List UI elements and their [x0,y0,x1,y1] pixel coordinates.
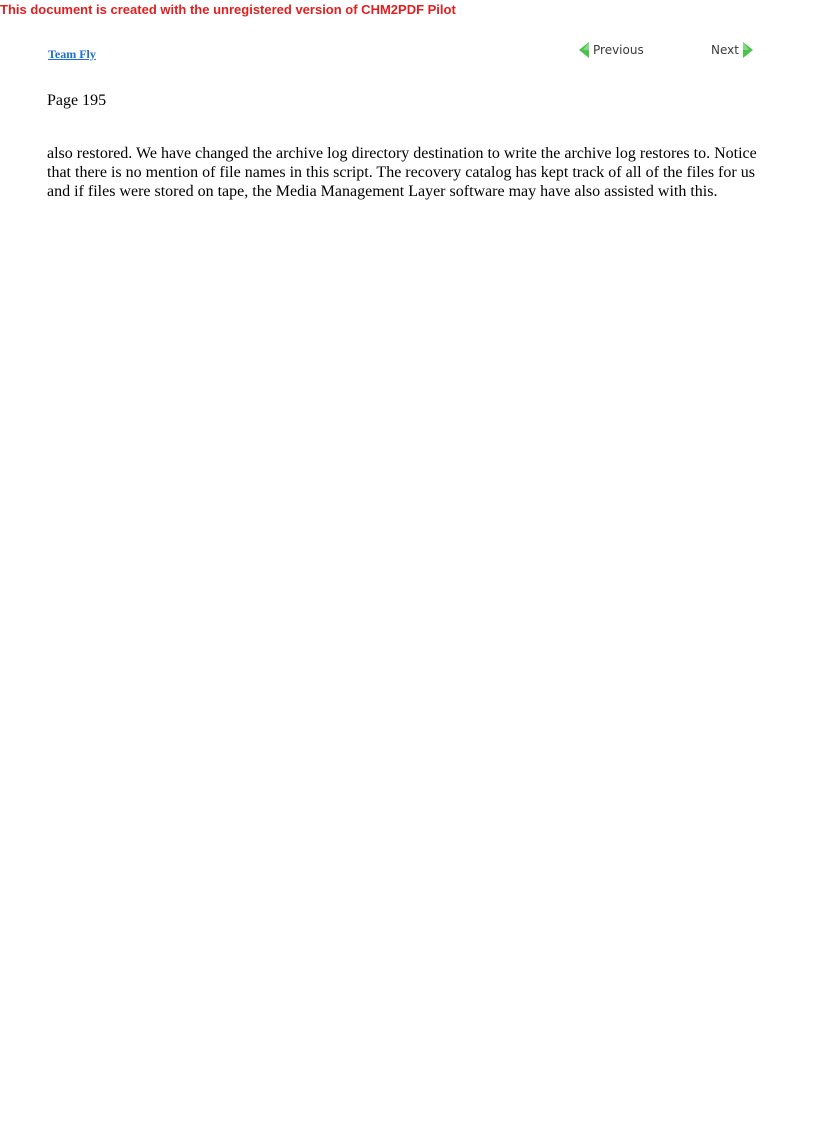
previous-button[interactable] [579,42,644,58]
left-arrow-icon [579,42,589,58]
team-fly-link[interactable]: Team Fly [48,47,96,61]
right-arrow-icon [743,42,753,58]
previous-label: Previous [593,43,644,57]
page-number: Page 195 [47,92,107,109]
next-button[interactable] [711,42,753,58]
unregistered-watermark: This document is created with the unregistered version of CHM2PDF Pilot [0,2,456,17]
next-label: Next [711,43,739,57]
body-paragraph: also restored. We have changed the archive log directory destination to write the archive log restores to. Notice that there is no mention of file names in this script. The recovery catalog has kept track of all of the files for us and if files were stored on tape, the Media Management Layer software may have also assisted with this. [47,145,757,200]
